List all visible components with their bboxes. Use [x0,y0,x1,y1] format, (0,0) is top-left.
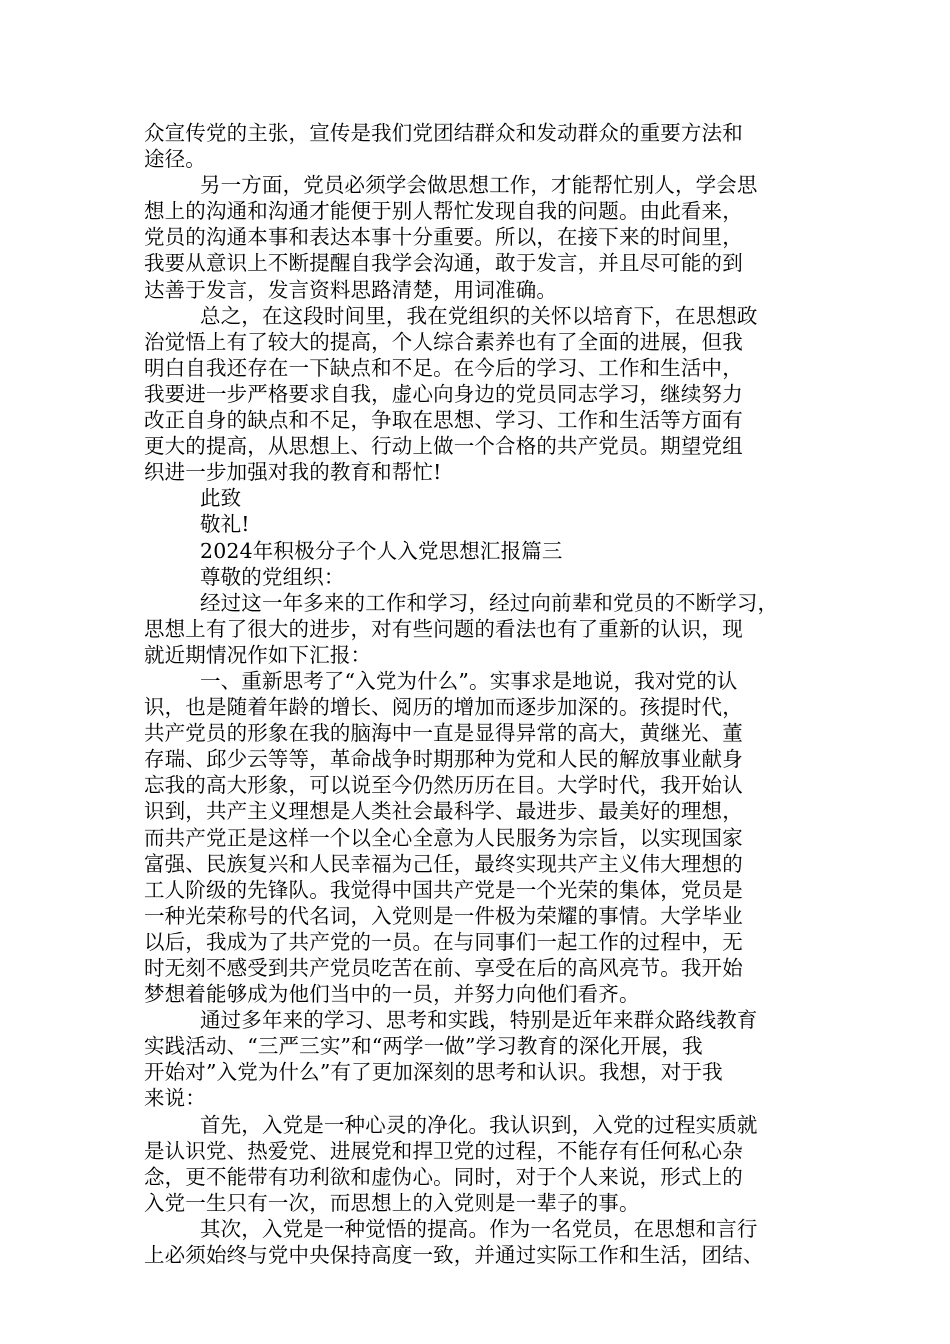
text-line: 首先，入党是一种心灵的净化。我认识到，入党的过程实质就 [200,1112,758,1137]
text-line: 明白自我还存在一下缺点和不足。在今后的学习、工作和生活中， [144,355,743,380]
text-line: 一、重新思考了“入党为什么”。实事求是地说，我对党的认 [200,668,738,693]
text-line: 以后，我成为了共产党的一员。在与同事们一起工作的过程中，无 [144,929,743,954]
text-line: 共产党员的形象在我的脑海中一直是显得异常的高大，黄继光、董 [144,721,743,746]
text-line: 思想上有了很大的进步，对有些问题的看法也有了重新的认识，现 [144,616,743,641]
text-line: 众宣传党的主张，宣传是我们党团结群众和发动群众的重要方法和 [144,121,743,145]
text-line: 织进一步加强对我的教育和帮忙! [144,460,442,485]
text-line: 改正自身的缺点和不足，争取在思想、学习、工作和生活等方面有 [144,408,743,433]
text-line: 更大的提高，从思想上、行动上做一个合格的共产党员。期望党组 [144,434,743,459]
text-line: 入党一生只有一次，而思想上的入党则是一辈子的事。 [144,1190,640,1215]
text-line: 而共产党正是这样一个以全心全意为人民服务为宗旨，以实现国家 [144,825,743,850]
text-line: 一种光荣称号的代名词，入党则是一件极为荣耀的事情。大学毕业 [144,903,743,928]
text-line: 达善于发言，发言资料思路清楚，用词准确。 [144,277,557,302]
text-line: 敬礼! [200,512,250,537]
text-line: 我要从意识上不断提醒自我学会沟通，敢于发言，并且尽可能的到 [144,251,743,276]
text-line: 通过多年来的学习、思考和实践，特别是近年来群众路线教育 [200,1008,758,1033]
text-line: 治觉悟上有了较大的提高，个人综合素养也有了全面的进展，但我 [144,329,743,354]
text-line: 开始对”入党为什么”有了更加深刻的思考和认识。我想，对于我 [144,1060,723,1085]
text-line: 途径。 [144,147,206,172]
text-line: 此致 [200,486,242,511]
text-line: 我要进一步严格要求自我，虚心向身边的党员同志学习，继续努力 [144,381,743,406]
text-line: 来说： [144,1086,206,1111]
text-line: 尊敬的党组织： [200,564,345,589]
text-line: 经过这一年多来的工作和学习，经过向前辈和党员的不断学习， [200,590,779,615]
text-line: 是认识党、热爱党、进展党和捍卫党的过程，不能存有任何私心杂 [144,1138,743,1163]
text-line: 忘我的高大形象，可以说至今仍然历历在目。大学时代，我开始认 [144,773,743,798]
text-line: 想上的沟通和沟通才能便于别人帮忙发现自我的问题。由此看来， [144,199,743,224]
text-line: 2024年积极分子个人入党思想汇报篇三 [200,538,563,563]
text-line: 就近期情况作如下汇报： [144,642,372,667]
text-line: 另一方面，党员必须学会做思想工作，才能帮忙别人，学会思 [200,173,758,198]
text-line: 其次，入党是一种觉悟的提高。作为一名党员，在思想和言行 [200,1216,758,1241]
text-line: 上必须始终与党中央保持高度一致，并通过实际工作和生活，团结、 [144,1243,764,1268]
text-line: 党员的沟通本事和表达本事十分重要。所以，在接下来的时间里， [144,225,743,250]
text-line: 识到，共产主义理想是人类社会最科学、最进步、最美好的理想， [144,799,743,824]
text-line: 总之，在这段时间里，我在党组织的关怀以培育下，在思想政 [200,303,758,328]
text-line: 富强、民族复兴和人民幸福为己任，最终实现共产主义伟大理想的 [144,851,743,876]
text-line: 存瑞、邱少云等等，革命战争时期那种为党和人民的解放事业献身 [144,747,743,772]
document-page [144,120,814,1268]
text-line: 实践活动、“三严三实”和“两学一做”学习教育的深化开展，我 [144,1034,703,1059]
text-line: 时无刻不感受到共产党员吃苦在前、享受在后的高风亮节。我开始 [144,956,743,980]
text-line: 工人阶级的先锋队。我觉得中国共产党是一个光荣的集体，党员是 [144,877,743,902]
text-line: 念，更不能带有功利欲和虚伪心。同时，对于个人来说，形式上的 [144,1164,743,1189]
text-line: 识，也是随着年龄的增长、阅历的增加而逐步加深的。孩提时代， [144,695,743,720]
text-line: 梦想着能够成为他们当中的一员，并努力向他们看齐。 [144,982,640,1007]
